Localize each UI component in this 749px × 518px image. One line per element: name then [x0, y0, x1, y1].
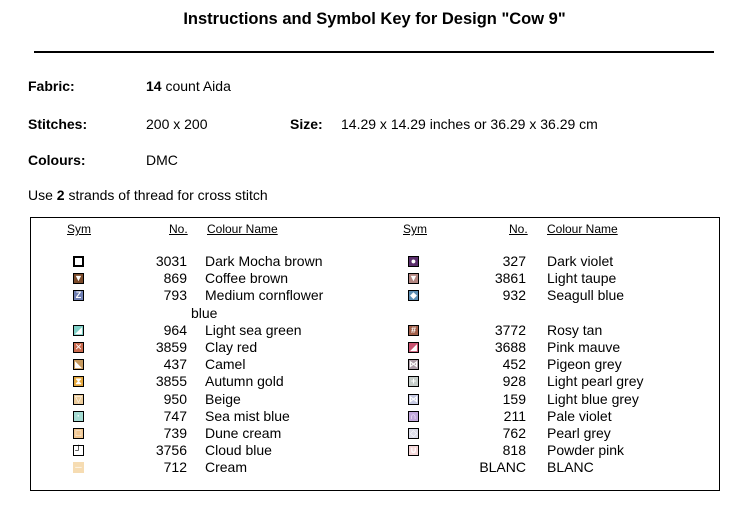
colour-name: Seagull blue — [547, 287, 625, 304]
colour-name: Light sea green — [205, 321, 302, 338]
dmc-number: 437 — [163, 356, 187, 373]
colour-name: BLANC — [547, 459, 594, 476]
swatch-3859-icon: ✕ — [74, 342, 83, 352]
fabric-count: 14 — [146, 78, 162, 94]
swatch-3031-icon — [73, 256, 84, 267]
dmc-number: 3756 — [155, 442, 187, 459]
strands-note-pre: Use — [28, 187, 53, 203]
swatch-437-icon: ◣ — [73, 359, 84, 370]
swatch-327-icon: ● — [408, 256, 419, 267]
swatch-3756-icon: ┘ — [73, 445, 84, 456]
swatch-211-icon: ∩ — [408, 411, 419, 422]
colour-name: Rosy tan — [547, 321, 603, 338]
dmc-number: 159 — [502, 390, 526, 407]
colour-name: Powder pink — [547, 442, 625, 459]
swatch-793-icon: Z — [73, 290, 84, 301]
colour-name: Cream — [205, 459, 248, 476]
dmc-number: BLANC — [479, 459, 526, 476]
swatch-159-icon: ⋈ — [409, 393, 418, 404]
strands-note — [28, 187, 268, 203]
colour-name: Clay red — [205, 339, 258, 355]
colours-label: Colours: — [28, 152, 86, 168]
dmc-number: 739 — [163, 425, 187, 441]
stitches-value: 200 x 200 — [146, 116, 208, 132]
swatch-747-icon: · — [73, 411, 84, 422]
colour-name: Light taupe — [547, 270, 617, 287]
colour-name: Pink mauve — [547, 339, 621, 355]
swatch-932-icon: ◆ — [408, 290, 419, 301]
swatch-762-icon: ◇ — [408, 428, 419, 439]
dmc-number: 3859 — [155, 339, 187, 355]
swatch-3688-icon: ◢ — [408, 342, 419, 353]
colour-name: Pale violet — [547, 407, 612, 424]
dmc-number: 3855 — [155, 373, 187, 390]
colour-name: Coffee brown — [205, 270, 289, 287]
dmc-number: 964 — [163, 321, 187, 338]
dmc-number: 932 — [502, 287, 526, 304]
dmc-number: 3772 — [494, 321, 526, 338]
dmc-number: 327 — [502, 253, 526, 269]
dmc-number: 211 — [503, 407, 526, 424]
swatch-818-icon: ∪ — [409, 445, 418, 456]
title-divider — [34, 51, 714, 53]
colour-name: Dark Mocha brown — [205, 253, 323, 269]
header-no-left: No. — [169, 222, 188, 236]
colour-name: Pearl grey — [547, 425, 611, 441]
header-no-right: No. — [509, 222, 528, 236]
dmc-number: 3861 — [494, 270, 526, 287]
header-name-left: Colour Name — [207, 222, 278, 236]
swatch-869-icon: ▼ — [74, 273, 83, 284]
swatch-950-icon: ▽ — [73, 394, 84, 405]
dmc-number: 762 — [502, 425, 526, 441]
dmc-number: 712 — [163, 459, 187, 476]
colour-name: Autumn gold — [205, 373, 284, 390]
colour-name: Camel — [205, 356, 246, 373]
page-title: Instructions and Symbol Key for Design "Cow 9" — [183, 10, 566, 28]
colour-name: Sea mist blue — [205, 407, 290, 424]
dmc-number: 793 — [163, 287, 187, 304]
colours-value: DMC — [146, 152, 178, 168]
dmc-number: 928 — [502, 373, 526, 390]
swatch-3855-icon: ⧗ — [73, 376, 84, 387]
swatch-739-icon: □ — [73, 428, 84, 439]
fabric-label: Fabric: — [28, 78, 75, 94]
dmc-number: 452 — [502, 356, 526, 373]
strands-note-post: strands of thread for cross stitch — [68, 187, 268, 203]
swatch-452-icon: ⋈ — [409, 359, 418, 370]
swatch-3861-icon: ▼ — [409, 273, 418, 284]
header-sym-left: Sym — [67, 222, 91, 236]
stitches-label: Stitches: — [28, 116, 88, 132]
dmc-number: 818 — [502, 442, 526, 459]
colour-name: Beige — [205, 390, 241, 407]
fabric-text: count Aida — [165, 78, 231, 94]
strands-count: 2 — [56, 187, 65, 203]
colour-name: Medium cornflower — [205, 287, 324, 304]
dmc-number: 747 — [163, 407, 187, 424]
colour-name: Dark violet — [547, 253, 614, 269]
size-label: Size: — [290, 116, 323, 132]
swatch-928-icon: + — [408, 376, 419, 387]
header-sym-right: Sym — [403, 222, 427, 236]
swatch-964-icon: ◢ — [73, 325, 84, 336]
dmc-number: 3031 — [155, 253, 187, 269]
size-value: 14.29 x 14.29 inches or 36.29 x 36.29 cm — [341, 116, 598, 132]
fabric-value — [146, 78, 231, 94]
dmc-number: 3688 — [494, 339, 526, 355]
header-name-right: Colour Name — [547, 222, 618, 236]
dmc-number: 950 — [163, 390, 187, 407]
swatch-3772-icon: # — [408, 325, 419, 336]
colour-name-continued: blue — [191, 304, 218, 321]
colour-name: Dune cream — [205, 425, 282, 441]
swatch-712-icon: ─ — [73, 462, 84, 473]
colour-name: Pigeon grey — [547, 356, 622, 373]
colour-name: Light blue grey — [547, 390, 639, 407]
dmc-number: 869 — [163, 270, 187, 287]
colour-name: Light pearl grey — [547, 373, 644, 390]
colour-name: Cloud blue — [205, 442, 272, 459]
